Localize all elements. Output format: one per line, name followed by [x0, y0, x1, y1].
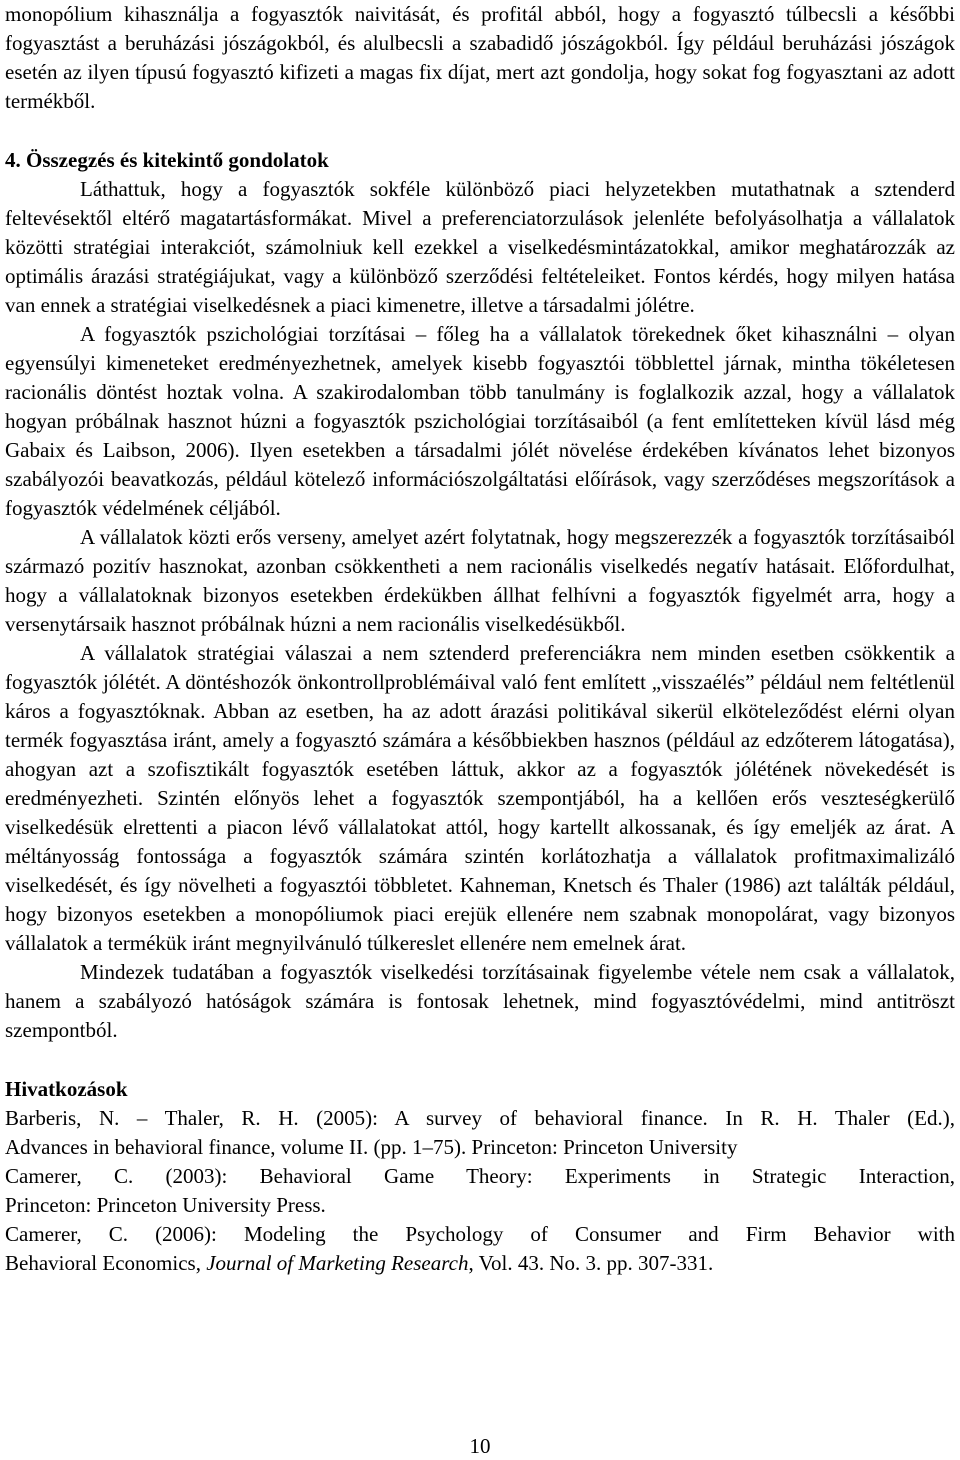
references-heading: Hivatkozások: [5, 1077, 128, 1101]
reference-item-barberis: [5, 1104, 955, 1162]
section-4-paragraph-1: Láthattuk, hogy a fogyasztók sokféle különböző piaci helyzetekben mutathatnak a sztenderd feltevésektől eltérő magatartásformákat. Mivel a preferenciatorzulások jelenléte befolyásolhatja a vállalatok közötti stratégiai interakciót, számolniuk kell ezekkel a viselkedésmintázatokkal, amikor meghatározzák az optimális árazási stratégiájukat, vagy a különböző szerződési feltételeiket. Fontos kérdés, hogy milyen hatása van ennek a stratégiai viselkedésnek a piaci kimenetre, illetve a társadalmi jólétre.: [5, 177, 955, 317]
reference-line: Princeton: Princeton University Press.: [5, 1193, 326, 1217]
reference-item-camerer-2003: [5, 1162, 955, 1220]
page-number: 10: [469, 1434, 491, 1458]
section-4-paragraph-3: A vállalatok közti erős verseny, amelyet azért folytatnak, hogy megszerezzék a fogyasztók torzításaiból származó pozitív hasznokat, azonban csökkentheti a nem racionális viselkedés negatív hatásait. Előfordulhat, hogy a vállalatoknak bizonyos esetekben érdekükben állhat felhívni a fogyasztók figyelmét arra, hogy a versenytársaik hasznot próbálnak húzni a nem racionális viselkedésükből.: [5, 525, 955, 636]
section-4-heading: 4. Összegzés és kitekintő gondolatok: [5, 148, 329, 172]
reference-line: [5, 1249, 955, 1278]
reference-item-camerer-2006: [5, 1220, 955, 1278]
reference-line: Camerer, C. (2003): Behavioral Game Theory: Experiments in Strategic Interaction,: [5, 1164, 955, 1188]
section-4-paragraph-4: A vállalatok stratégiai válaszai a nem sztenderd preferenciákra nem minden esetben csökkentik a fogyasztók jólétét. A döntéshozók önkontrollproblémáival való fent említett „visszaélés” például nem feltétlenül káros a fogyasztóknak. Abban az esetben, ha az adott árazási politikával sikerül elköteleződést elérni olyan termék fogyasztása iránt, amely a fogyasztó számára a későbbiekben hasznos (például az edzőterem látogatása), ahogyan azt a szofisztikált fogyasztók esetében láttuk, akkor az a fogyasztók jólétének növekedését is eredményezheti. Szintén előnyös lehet a fogyasztók szempontjából, ha a kellően erős veszteségkerülő viselkedésük elrettenti a piacon lévő vállalatokat attól, hogy kartellt alkossanak, és így emeljék az árat. A méltányosság fontossága a fogyasztók számára szintén korlátozhatja a vállalatok profitmaximalizáló viselkedését, és így növelheti a fogyasztói többletet. Kahneman, Knetsch és Thaler (1986) azt találták például, hogy bizonyos esetekben a monopóliumok piaci erejük ellenére nem szabnak monopolárat, vagy bizonyos vállalatok a termékük iránt megnyilvánuló túlkereslet ellenére nem emelnek árat.: [5, 641, 955, 955]
journal-title: Journal of Marketing Research: [206, 1251, 469, 1275]
intro-paragraph: monopólium kihasználja a fogyasztók naivitását, és profitál abból, hogy a fogyasztó túlbecsli a későbbi fogyasztást a beruházási jószágokból, és alulbecsli a szabadidő jószágokból. Így például beruházási jószágok esetén az ilyen típusú fogyasztó kifizeti a magas fix díjat, mert azt gondolja, hogy sokat fog fogyasztani az adott termékből.: [5, 2, 955, 113]
reference-line: Advances in behavioral finance, volume II. (pp. 1–75). Princeton: Princeton University: [5, 1135, 738, 1159]
section-4-paragraph-5: Mindezek tudatában a fogyasztók viselkedési torzításainak figyelembe vétele nem csak a vállalatok, hanem a szabályozó hatóságok számára is fontosak lehetnek, mind fogyasztóvédelmi, mind antitröszt szempontból.: [5, 960, 955, 1042]
reference-text: Behavioral Economics,: [5, 1251, 207, 1275]
reference-line: Barberis, N. – Thaler, R. H. (2005): A survey of behavioral finance. In R. H. Thaler (Ed.),: [5, 1106, 955, 1130]
reference-text: , Vol. 43. No. 3. pp. 307-331.: [468, 1251, 714, 1275]
document-page: [5, 0, 955, 1278]
reference-line: Camerer, C. (2006): Modeling the Psychology of Consumer and Firm Behavior with: [5, 1222, 955, 1246]
section-4-paragraph-2: A fogyasztók pszichológiai torzításai – főleg ha a vállalatok törekednek őket kihasználni – olyan egyensúlyi kimeneteket eredményezhetnek, amelyek kisebb fogyasztói többlettel járnak, mintha tökéletesen racionális döntést hoztak volna. A szakirodalomban több tanulmány is foglalkozik azzal, hogy a vállalatok hogyan próbálnak hasznot húzni a fogyasztók pszichológiai torzításaiból (a fent említetteken kívül lásd még Gabaix és Laibson, 2006). Ilyen esetekben a társadalmi jólét növelése érdekében kívánatos lehet bizonyos szabályozói beavatkozás, például kötelező információszolgáltatási előírások, vagy szerződéses megszorítások a fogyasztók védelmének céljából.: [5, 322, 955, 520]
